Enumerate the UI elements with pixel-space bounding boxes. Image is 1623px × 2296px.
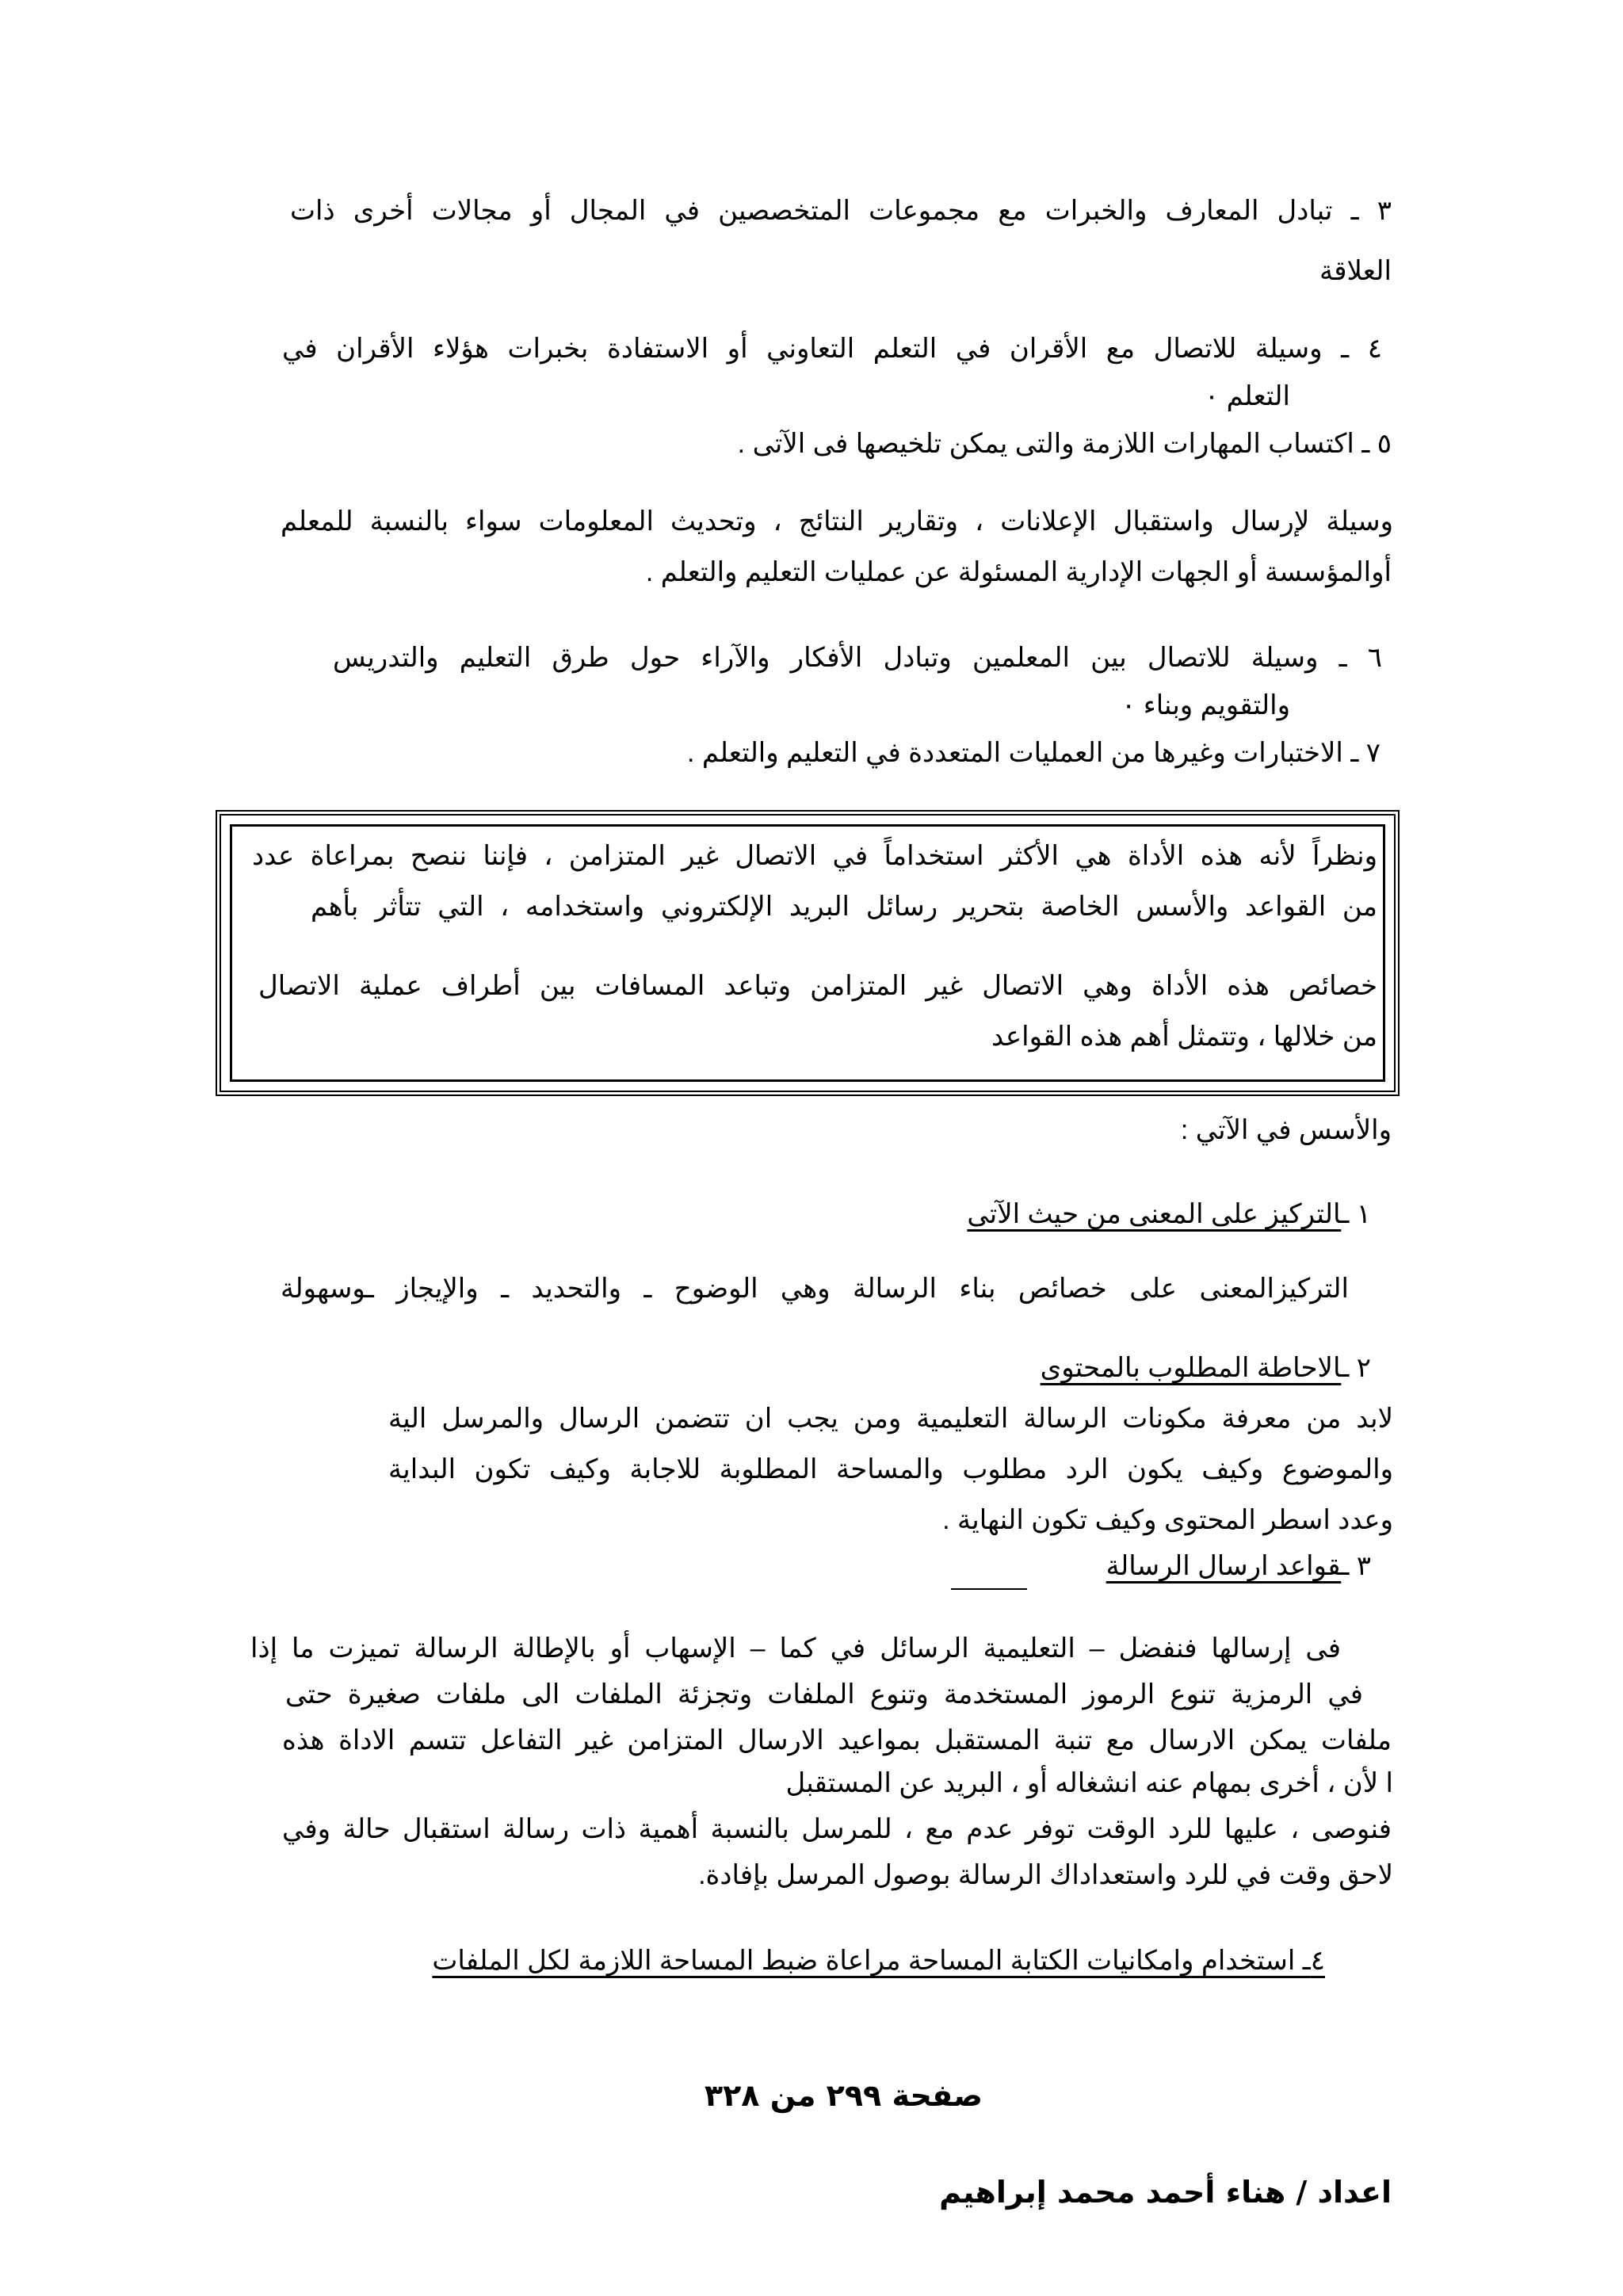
item-4-line-1: ٤ ـ وسيلة للاتصال مع الأقران في التعلم التعاوني أو الاستفادة بخبرات هؤلاء الأقران في	[282, 334, 1382, 364]
rule-2-line-1: لابد من معرفة مكونات الرسالة التعليمية ومن يجب ان تتضمن الرسال والمرسل الية	[388, 1404, 1393, 1434]
rule-3-heading-extended-underline	[951, 1588, 1027, 1590]
rule-1-body: التركيزالمعنى على خصائص بناء الرسالة وهي الوضوح ـ والتحديد ـ والإيجاز ـوسهولة	[281, 1274, 1349, 1304]
rule-2-heading-text: الاحاطة المطلوب بالمحتوى	[1040, 1353, 1342, 1383]
basics-intro: والأسس في الآتي :	[1180, 1115, 1392, 1145]
rule-2-line-3: وعدد اسطر المحتوى وكيف تكون النهاية .	[942, 1505, 1393, 1535]
item-6-line-1: ٦ ـ وسيلة للاتصال بين المعلمين وتبادل الأفكار والآراء حول طرق التعليم والتدريس	[333, 643, 1382, 673]
ads-paragraph-line-2: أوالمؤسسة أو الجهات الإدارية المسئولة عن عمليات التعليم والتعلم .	[645, 557, 1392, 587]
ads-paragraph-line-1: وسيلة لإرسال واستقبال الإعلانات ، وتقارير النتائج ، وتحديث المعلومات سواء بالنسبة للمعلم	[281, 506, 1393, 537]
rule-2-heading	[1041, 1350, 1371, 1385]
boxed-line-1: ونظراً لأنه هذه الأداة هي الأكثر استخداماً في الاتصال غير المتزامن ، فإننا ننصح بمراعاة عدد	[252, 841, 1377, 871]
rule-2-line-2: والموضوع وكيف يكون الرد مطلوب والمساحة المطلوبة للاجابة وكيف تكون البداية	[388, 1454, 1393, 1484]
page-number: صفحة ٢٩٩ من ٣٢٨	[704, 2078, 983, 2113]
rule-3-line-6: لاحق وقت في للرد واستعداداك الرسالة بوصول المرسل بإفادة.	[698, 1860, 1393, 1890]
item-3-line-2: العلاقة	[1319, 256, 1392, 286]
rule-1-heading	[967, 1197, 1371, 1232]
rule-3-line-1: فى إرسالها فنفضل – التعليمية الرسائل في كما – الإسهاب أو بالإطالة الرسالة تميزت ما إذا	[250, 1633, 1341, 1664]
rule-3-line-2: في الرمزية تنوع الرموز المستخدمة وتنوع الملفات وتجزئة الملفات الى ملفات صغيرة حتى	[285, 1679, 1363, 1710]
item-6-line-2: والتقويم وبناء ٠	[1121, 690, 1290, 720]
item-4-line-2: التعلم ٠	[1204, 381, 1290, 411]
item-3-line-1: ٣ ـ تبادل المعارف والخبرات مع مجموعات المتخصصين في المجال أو مجالات أخرى ذات	[290, 196, 1392, 226]
rule-1-number: ١ ـ	[1341, 1199, 1371, 1229]
rule-3-number: ٣ ـ	[1341, 1551, 1371, 1581]
rule-3-heading	[1106, 1549, 1371, 1584]
rule-3-line-5: فنوصى ، عليها للرد الوقت توفر عدم مع ، للمرسل بالنسبة أهمية ذات رسالة استقبال حالة وفي	[282, 1814, 1392, 1844]
boxed-line-2: من القواعد والأسس الخاصة بتحرير رسائل البريد الإلكتروني واستخدامه ، التي تتأثر بأهم	[311, 892, 1377, 922]
boxed-line-3: خصائص هذه الأداة وهي الاتصال غير المتزامن وتباعد المسافات بين أطراف عملية الاتصال	[258, 971, 1377, 1001]
rule-2-number: ٢ ـ	[1341, 1353, 1371, 1383]
item-7: ٧ ـ الاختبارات وغيرها من العمليات المتعددة في التعليم والتعلم .	[687, 738, 1381, 768]
rule-3-heading-text: قواعد ارسال الرسالة	[1106, 1551, 1342, 1581]
rule-3-line-4: ا لأن ، أخرى بمهام عنه انشغاله أو ، البريد عن المستقبل	[785, 1768, 1393, 1798]
rule-1-heading-text: التركيز على المعنى من حيث الآتى	[967, 1199, 1342, 1229]
rule-4: ٤ـ استخدام وامكانيات الكتابة المساحة مراعاة ضبط المساحة اللازمة لكل الملفات	[432, 1946, 1325, 1976]
author-credit: اعداد / هناء أحمد محمد إبراهيم	[939, 2175, 1392, 2210]
item-5: ٥ ـ اكتساب المهارات اللازمة والتى يمكن تلخيصها فى الآتى .	[737, 429, 1392, 459]
boxed-line-4: من خلالها ، وتتمثل أهم هذه القواعد	[991, 1022, 1377, 1052]
rule-3-line-3: ملفات يمكن الارسال مع تنبة المستقبل بمواعيد الارسال المتزامن غير التفاعل تتسم الاداة هذه	[282, 1725, 1392, 1755]
